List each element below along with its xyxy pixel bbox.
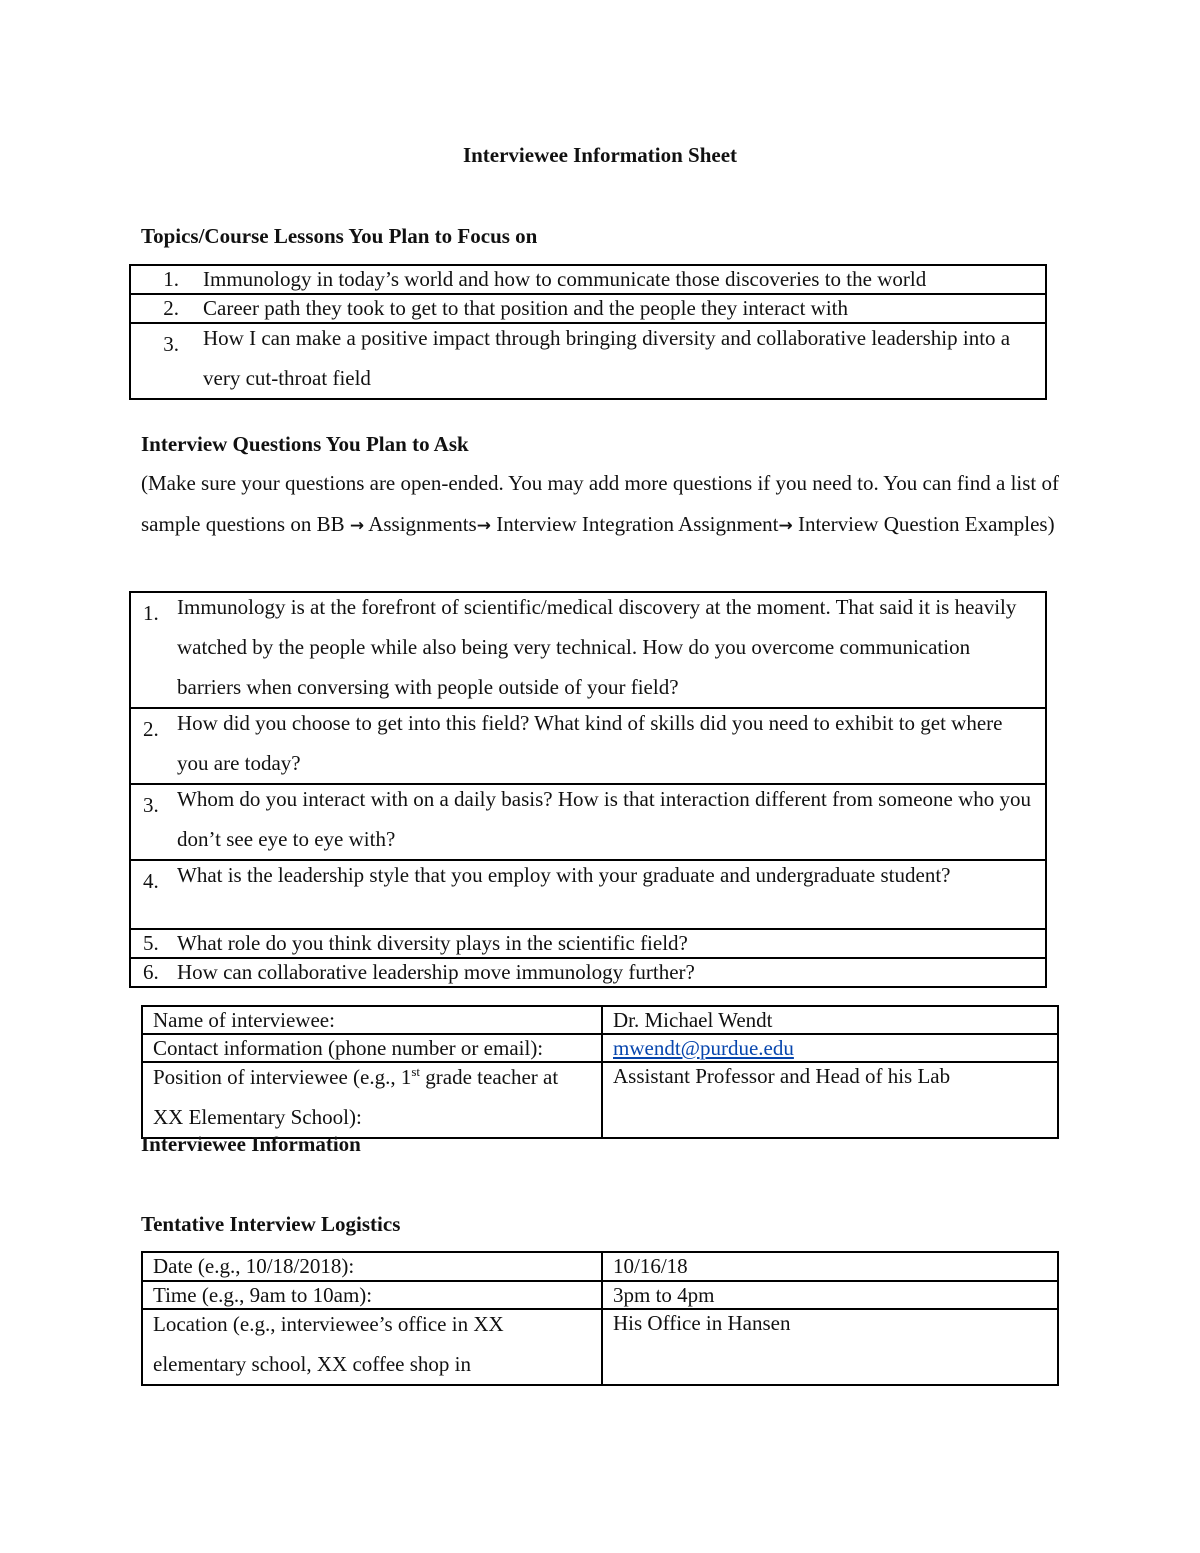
table-row xyxy=(130,929,1046,958)
page-title: Interviewee Information Sheet xyxy=(462,143,738,167)
logistics-table xyxy=(141,1251,1059,1386)
date-value: 10/16/18 xyxy=(602,1252,1058,1281)
arrow-right-icon: → xyxy=(778,516,793,536)
list-number: 6. xyxy=(143,960,159,984)
location-label: Location (e.g., interviewee’s office in XX elementary school, XX coffee shop in xyxy=(142,1309,602,1385)
name-label: Name of interviewee: xyxy=(142,1006,602,1034)
topics-table xyxy=(129,264,1047,400)
list-item: How can collaborative leadership move immunology further? xyxy=(177,960,695,984)
interviewee-table xyxy=(141,1005,1059,1139)
list-item: How I can make a positive impact through bringing diversity and collaborative leadership into a very cut-throat field xyxy=(203,326,1011,390)
table-row xyxy=(130,323,1046,399)
position-value: Assistant Professor and Head of his Lab xyxy=(602,1062,1058,1138)
position-label: Position of interviewee (e.g., 1st grade teacher at XX Elementary School): xyxy=(142,1062,602,1138)
list-number: 2. xyxy=(143,717,159,741)
list-number: 1. xyxy=(163,267,179,291)
table-row xyxy=(142,1252,1058,1281)
list-item: Immunology is at the forefront of scientific/medical discovery at the moment. That said it is heavily watched by the people while also being very technical. How do you overcome communication barriers when conversing with people outside of your field? xyxy=(177,595,1017,699)
instructions-text: (Make sure your questions are open-ended. You may add more questions if you need to. You can find a list of sample questions on BB xyxy=(141,471,1060,536)
table-row xyxy=(130,592,1046,708)
nav-assignments: Assignments xyxy=(368,512,477,536)
table-row xyxy=(142,1006,1058,1034)
email-link[interactable]: mwendt@purdue.edu xyxy=(613,1036,794,1060)
table-row xyxy=(130,265,1046,294)
questions-table xyxy=(129,591,1047,988)
list-number: 2. xyxy=(163,296,179,320)
table-row xyxy=(130,784,1046,860)
table-row xyxy=(142,1309,1058,1385)
time-value: 3pm to 4pm xyxy=(602,1281,1058,1309)
location-value: His Office in Hansen xyxy=(602,1309,1058,1385)
contact-label: Contact information (phone number or email): xyxy=(142,1034,602,1062)
table-row xyxy=(142,1062,1058,1138)
topics-heading: Topics/Course Lessons You Plan to Focus on xyxy=(141,224,538,248)
list-item: Whom do you interact with on a daily basis? How is that interaction different from someone who you don’t see eye to eye with? xyxy=(177,787,1031,851)
list-item: Career path they took to get to that position and the people they interact with xyxy=(203,296,848,320)
table-row xyxy=(130,958,1046,987)
table-row xyxy=(130,860,1046,929)
list-item: What is the leadership style that you employ with your graduate and undergraduate student? xyxy=(177,863,951,887)
questions-instructions xyxy=(141,463,1061,547)
list-item: Immunology in today’s world and how to communicate those discoveries to the world xyxy=(203,267,927,291)
list-item: How did you choose to get into this field? What kind of skills did you need to exhibit to get where you are today? xyxy=(177,711,1003,775)
time-label: Time (e.g., 9am to 10am): xyxy=(142,1281,602,1309)
name-value: Dr. Michael Wendt xyxy=(602,1006,1058,1034)
nav-integration-assignment: Interview Integration Assignment xyxy=(496,512,779,536)
date-label: Date (e.g., 10/18/2018): xyxy=(142,1252,602,1281)
interviewee-caption: Interviewee Information xyxy=(141,1132,361,1156)
list-number: 1. xyxy=(143,601,159,625)
list-number: 3. xyxy=(163,332,179,356)
logistics-heading: Tentative Interview Logistics xyxy=(141,1212,401,1236)
list-number: 4. xyxy=(143,869,159,893)
nav-question-examples: Interview Question Examples) xyxy=(797,512,1055,536)
arrow-right-icon: → xyxy=(476,516,491,536)
list-number: 5. xyxy=(143,931,159,955)
list-number: 3. xyxy=(143,793,159,817)
table-row xyxy=(130,708,1046,784)
list-item: What role do you think diversity plays in the scientific field? xyxy=(177,931,688,955)
questions-heading: Interview Questions You Plan to Ask xyxy=(141,432,469,456)
arrow-right-icon: → xyxy=(349,516,365,536)
